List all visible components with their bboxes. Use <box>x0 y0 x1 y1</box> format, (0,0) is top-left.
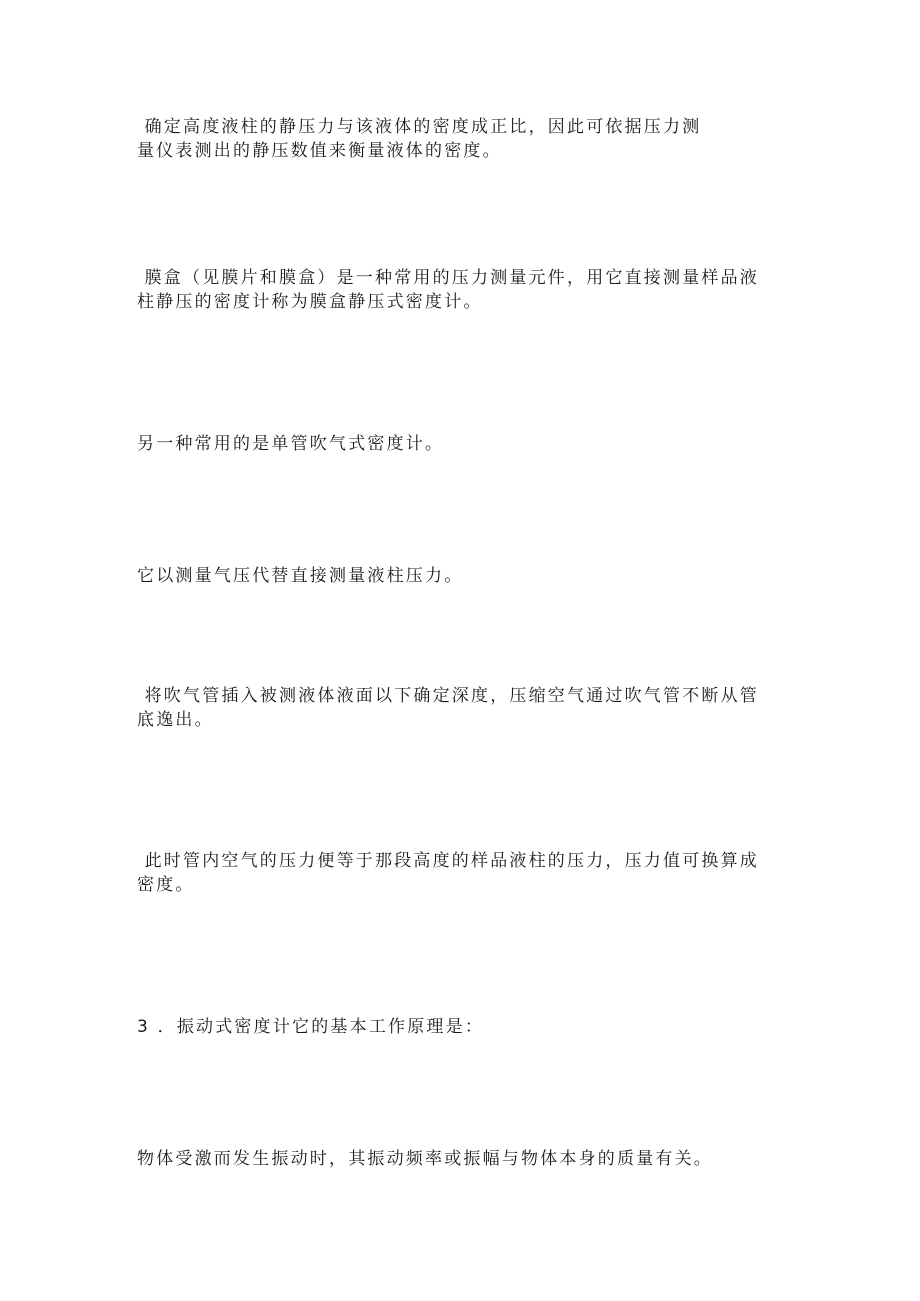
paragraph-diaphragm-box-densimeter: 膜盒（见膜片和膜盒）是一种常用的压力测量元件，用它直接测量样品液 柱静压的密度计称为膜盒静压式密度计。 <box>137 268 760 312</box>
paragraph-vibration-densimeter-heading: 3 ．振动式密度计它的基本工作原理是： <box>137 1017 485 1037</box>
paragraph-pressure-to-density: 此时管内空气的压力便等于那段高度的样品液柱的压力，压力值可换算成 密度。 <box>137 851 760 895</box>
paragraph-blow-tube-insertion: 将吹气管插入被测液体液面以下确定深度，压缩空气通过吹气管不断从管 底逸出。 <box>137 686 760 730</box>
paragraph-bubbler-densimeter: 另一种常用的是单管吹气式密度计。 <box>137 434 445 454</box>
paragraph-vibration-principle: 物体受激而发生振动时，其振动频率或振幅与物体本身的质量有关。 <box>137 1149 713 1169</box>
paragraph-static-pressure-principle: 确定高度液柱的静压力与该液体的密度成正比，因此可依据压力测 量仪表测出的静压数值来衡量液体的密度。 <box>137 117 702 161</box>
paragraph-air-pressure-measurement: 它以测量气压代替直接测量液柱压力。 <box>137 566 464 586</box>
